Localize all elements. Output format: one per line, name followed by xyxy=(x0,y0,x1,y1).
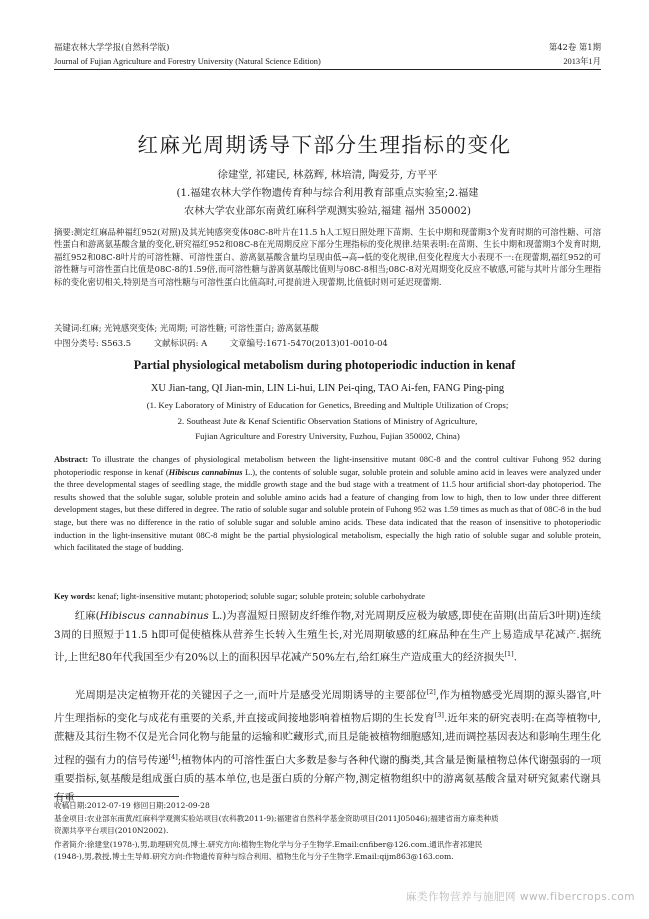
issue-date: 2013年1月 xyxy=(563,57,601,66)
authors-en: XU Jian-tang, QI Jian-min, LIN Li-hui, LIN Pei-qing, TAO Ai-fen, FANG Ping-ping xyxy=(150,383,505,394)
keywords-en-label: Key words: xyxy=(54,591,96,601)
site-watermark: 麻类作物营养与施肥网 www.fibercrops.com xyxy=(406,891,635,903)
body-p1-rest: L.)为喜温短日照韧皮纤维作物,对光周期反应极为敏感,即使在苗期(出苗后3叶期)连续3周的日照短于11.5 h即可促使植株从营养生长转入生殖生长,对光周期敏感的红麻品种在生产上易造成早花减产.据统计,上世纪80年代我国至少有20%以上的面积因早花减产50%左右,给红麻生产造成重大的经济损失 xyxy=(54,610,601,664)
abstract-en-text-b: L.), the contents of soluble sugar, soluble protein and soluble amino acid in leaves were analyzed under the three developmental stages of seedling stage, the middle growth stage and the bud stage with a treatment of 11.5 hour artificial short-day photoperiod. The results showed that the soluble sugar, soluble protein and soluble amino acids had a feature of changing from low to high, then to low under three different development stages, but these differed in degree. The ratio of soluble sugar and soluble protein of Fuhong 952 was 1.59 times as much as that of 08C-8 in the bud stage, but there was no difference in the ratio of soluble sugar and soluble amino acids. These data indicated that the reason of insensitive to photoperiodic induction in the light-insensitive mutant 08C-8 might be the partial physiological metabolism, especially the high ratio of soluble sugar and soluble protein, which facilitated the stage of budding. xyxy=(54,466,601,553)
running-header-line-1 xyxy=(54,42,601,53)
body-p1-species: Hibiscus cannabinus xyxy=(99,610,209,622)
affiliation-zh-line-1: (1.福建农林大学作物遗传育种与综合利用教育部重点实验室;2.福建 xyxy=(176,188,479,199)
affiliation-en-line-2: 2. Southeast Jute & Kenaf Scientific Observation Stations of Ministry of Agriculture, xyxy=(177,416,478,426)
classification-info xyxy=(54,337,601,349)
abstract-zh xyxy=(54,226,601,288)
body-p2-a: 光周期是决定植物开花的关键因子之一,而叶片是感受光周期诱导的主要部位 xyxy=(74,689,427,702)
body-paragraph-2 xyxy=(54,683,601,809)
footnote-dates: 收稿日期:2012-07-19 修回日期:2012-09-28 xyxy=(54,801,210,810)
body-p1-start: 红麻( xyxy=(74,610,100,622)
abstract-zh-label: 摘要: xyxy=(54,227,74,237)
affiliation-en-line-1: (1. Key Laboratory of Ministry of Education for Genetics, Breeding and Multiple Utilization of Crops; xyxy=(146,400,509,410)
footnote-rule xyxy=(54,796,179,797)
issue-info: 第42卷 第1期 xyxy=(548,42,601,52)
abstract-en xyxy=(54,453,601,554)
body-p1-end: . xyxy=(513,651,517,664)
document-code: 文献标识码: A xyxy=(153,338,208,348)
footnote-author-1: 作者简介:徐建堂(1978-),男,助理研究员,博士.研究方向:植物生物化学与分子生物学.Email:cnfiber@126.com.通讯作者祁建民 xyxy=(54,840,483,849)
body-p2-d: ;植物体内的可溶性蛋白大多数是参与各种代谢的酶类,其含量是衡量植物总体代谢强弱的一项重要指标,氨基酸是组成蛋白质的基本单位,也是蛋白质的分解产物,测定植物组织中的游离氨基酸含量对研究氮素代谢具有重 xyxy=(54,754,601,805)
paper-title-en: Partial physiological metabolism during photoperiodic induction in kenaf xyxy=(133,358,516,372)
abstract-en-label: Abstract: xyxy=(54,454,89,464)
abstract-zh-text: 测定红麻品种福红952(对照)及其光钝感突变体08C-8叶片在11.5 h人工短日照处理下苗期、生长中期和现蕾期3个发育时期的可溶性糖、可溶性蛋白和游离氨基酸含量的变化,研究福红952和08C-8在光周期反应下部分生理指标的变化规律.结果表明:在苗期、生长中期和现蕾期3个发育时期,福红952和08C-8叶片的可溶性糖、可溶性蛋白、游离氨基酸含量均呈现由低→高→低的变化规律,但变化程度大小表现不一:在现蕾期,福红952的可溶性糖与可溶性蛋白比值是08C-8的1.59倍,而可溶性糖与游离氨基酸比值则与08C-8相当;08C-8对光周期变化反应不敏感,可能与其叶片部分生理指标的变化密切相关,特别是当可溶性糖与可溶性蛋白比值高时,可提前进入现蕾期,比值低时则可延迟现蕾期. xyxy=(54,227,601,287)
citation-1: [1] xyxy=(504,650,514,659)
clc-number: 中图分类号: S563.5 xyxy=(54,338,132,348)
abstract-en-species: Hibiscus cannabinus xyxy=(168,466,243,477)
journal-name-en: Journal of Fujian Agriculture and Forestry University (Natural Science Edition) xyxy=(54,57,321,66)
affiliation-zh-line-2: 农林大学农业部东南黄红麻科学观测实验站,福建 福州 350002) xyxy=(184,206,471,217)
keywords-zh-label: 关键词: xyxy=(54,323,82,333)
header-rule xyxy=(54,69,601,70)
keywords-zh xyxy=(54,322,601,334)
citation-3: [3] xyxy=(434,710,444,719)
citation-4: [4] xyxy=(168,752,178,761)
footnote-author-2: (1948-),男,教授,博士生导师.研究方向:作物遗传育种与综合利用、植物生化与分子生物学.Email:qijm863@163.com. xyxy=(54,852,454,861)
paper-title-zh: 红麻光周期诱导下部分生理指标的变化 xyxy=(137,133,512,157)
running-header-line-2 xyxy=(54,56,601,67)
journal-name-zh: 福建农林大学学报(自然科学版) xyxy=(54,42,170,52)
abstract-en-text-a: To illustrate the changes of physiological metabolism between the light-insensitive mutant 08C-8 and the control cultivar Fuhong 952 during photoperiodic response in kenaf ( xyxy=(54,454,601,477)
keywords-en xyxy=(54,590,601,602)
footnote-fund-1: 基金项目:农业部东南黄/红麻科学观测实验站项目(农科教2011-9);福建省自然科学基金资助项目(2011J05046);福建省南方麻类种质 xyxy=(54,814,499,823)
authors-zh: 徐建堂, 祁建民, 林荔辉, 林培清, 陶爱芬, 方平平 xyxy=(217,169,438,181)
body-p2-b: ,作为植物感受光周期的源头器官,叶片生理指标的变化与成花有重要的关系,并直接或间接地影响着植物后期的生长发育 xyxy=(54,689,601,725)
affiliation-en-line-3: Fujian Agriculture and Forestry University, Fuzhou, Fujian 350002, China) xyxy=(195,431,460,441)
body-paragraph-1 xyxy=(54,607,601,668)
article-number: 文章编号:1671-5470(2013)01-0010-04 xyxy=(229,338,388,348)
footnote-fund-2: 资源共享平台项目(2010N2002). xyxy=(54,826,169,835)
citation-2: [2] xyxy=(426,688,436,696)
keywords-en-text: kenaf; light-insensitive mutant; photoperiod; soluble sugar; soluble protein; soluble carbohydrate xyxy=(97,591,425,601)
body-p2-c: .近年来的研究表明:在高等植物中,蔗糖及其衍生物不仅是光合同化物与能量的运输和贮藏形式,而且是能被植物细胞感知,进而调控基因表达和影响生理生化过程的强有力的信号传递 xyxy=(54,712,601,767)
keywords-zh-text: 红麻; 光钝感突变体; 光周期; 可溶性糖; 可溶性蛋白; 游离氨基酸 xyxy=(81,323,319,333)
